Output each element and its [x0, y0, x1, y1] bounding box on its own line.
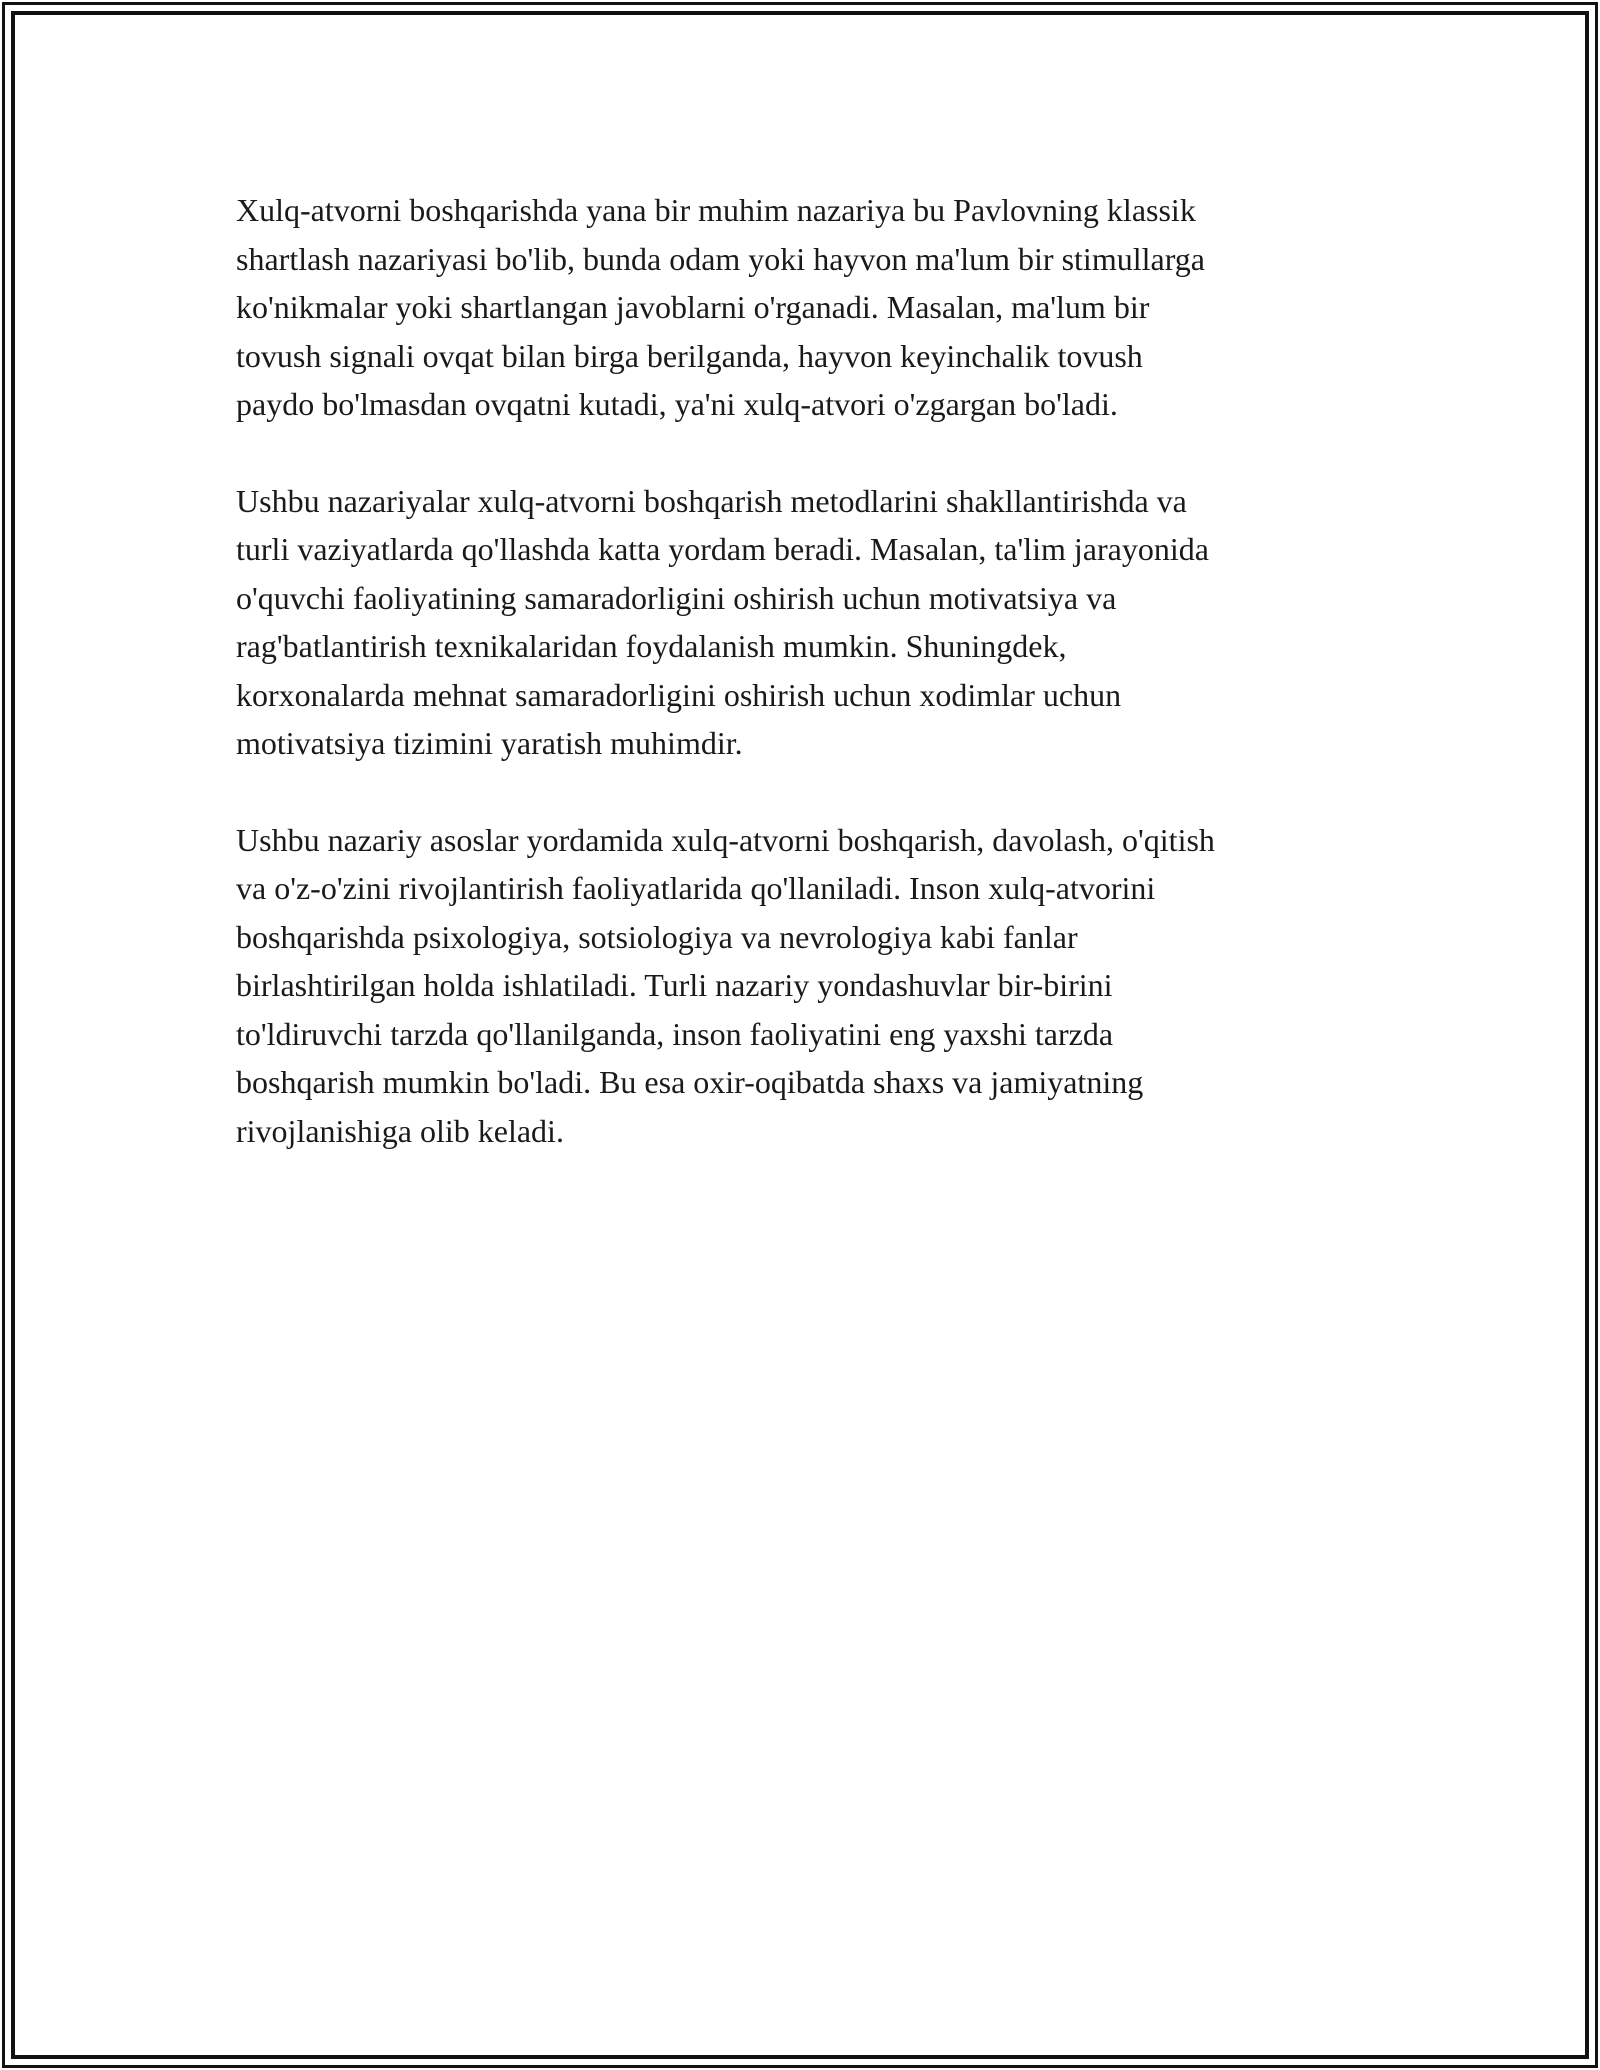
document-body: [236, 186, 1376, 1203]
text-line: Xulq-atvorni boshqarishda yana bir muhim nazariya bu Pavlovning klassik: [236, 192, 1196, 228]
text-line: rivojlanishiga olib keladi.: [236, 1112, 564, 1149]
text-line: Ushbu nazariyalar xulq-atvorni boshqarish metodlarini shakllantirishda va: [236, 482, 1187, 519]
text-line: rag'batlantirish texnikalaridan foydalanish mumkin. Shuningdek,: [236, 628, 1067, 664]
text-line: motivatsiya tizimini yaratish muhimdir.: [236, 725, 743, 761]
text-line: tovush signali ovqat bilan birga berilganda, hayvon keyinchalik tovush: [236, 337, 1143, 374]
paragraph-3: [236, 816, 1376, 1156]
text-line: o'quvchi faoliyatining samaradorligini oshirish uchun motivatsiya va: [236, 579, 1117, 616]
text-line: va o'z-o'zini rivojlantirish faoliyatlarida qo'llaniladi. Inson xulq-atvorini: [236, 870, 1156, 906]
text-line: Ushbu nazariy asoslar yordamida xulq-atvorni boshqarish, davolash, o'qitish: [236, 821, 1215, 858]
paragraph-2: [236, 477, 1376, 768]
text-line: birlashtirilgan holda ishlatiladi. Turli nazariy yondashuvlar bir-birini: [236, 967, 1113, 1003]
text-line: boshqarishda psixologiya, sotsiologiya va nevrologiya kabi fanlar: [236, 918, 1078, 955]
text-line: to'ldiruvchi tarzda qo'llanilganda, inson faoliyatini eng yaxshi tarzda: [236, 1015, 1114, 1052]
text-line: turli vaziyatlarda qo'llashda katta yordam beradi. Masalan, ta'lim jarayonida: [236, 531, 1209, 567]
text-line: ko'nikmalar yoki shartlangan javoblarni o'rganadi. Masalan, ma'lum bir: [236, 289, 1150, 325]
text-line: korxonalarda mehnat samaradorligini oshirish uchun xodimlar uchun: [236, 676, 1122, 713]
text-line: paydo bo'lmasdan ovqatni kutadi, ya'ni xulq-atvori o'zgargan bo'ladi.: [236, 386, 1118, 422]
paragraph-1: [236, 186, 1376, 429]
text-line: boshqarish mumkin bo'ladi. Bu esa oxir-oqibatda shaxs va jamiyatning: [236, 1064, 1144, 1100]
text-line: shartlash nazariyasi bo'lib, bunda odam yoki hayvon ma'lum bir stimullarga: [236, 240, 1205, 277]
